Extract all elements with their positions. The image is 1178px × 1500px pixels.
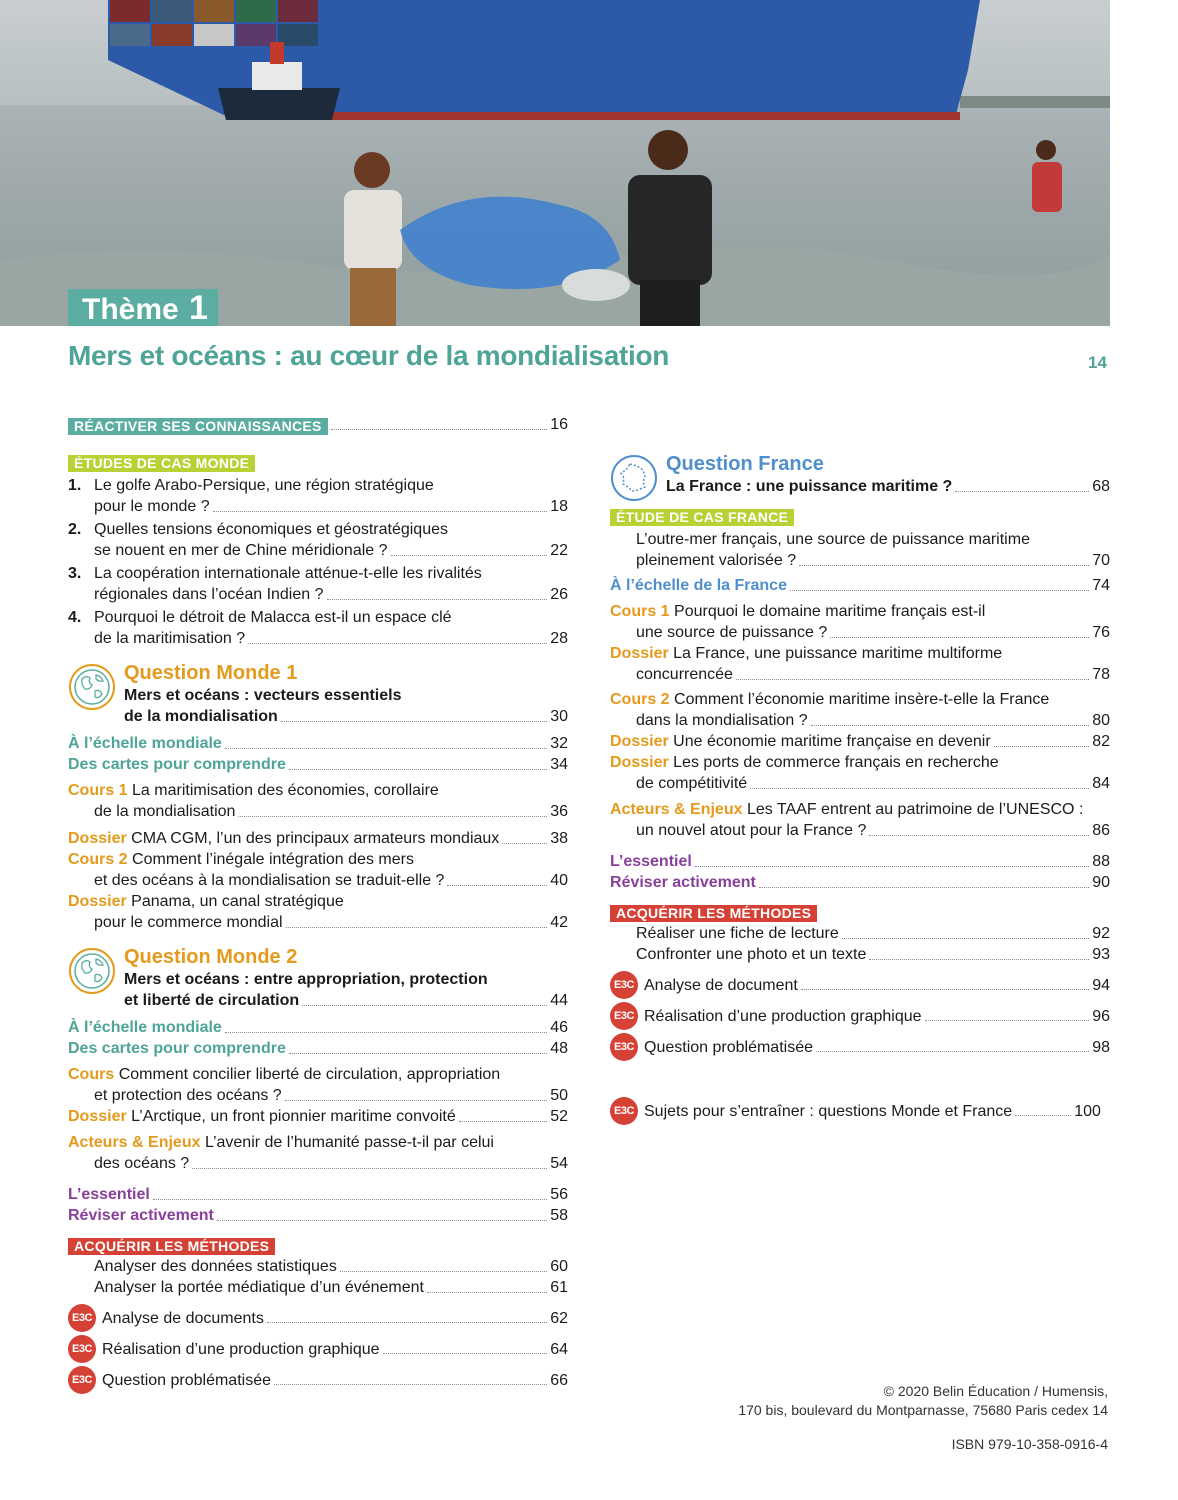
toc-entry-e3c[interactable]: E3C Question problématisée 66 — [68, 1366, 568, 1394]
theme-label: Thème — [82, 293, 179, 326]
toc-entry-dossier-panama[interactable]: Dossier Panama, un canal stratégique pour le commerce mondial 42 — [68, 893, 568, 931]
etude-france-badge: ÉTUDE DE CAS FRANCE — [610, 509, 794, 526]
toc-entry-cartes-2[interactable]: Des cartes pour comprendre 48 — [68, 1040, 568, 1057]
e3c-badge-icon: E3C — [610, 971, 638, 999]
hero-photo-illustration — [0, 0, 1110, 326]
question-monde-2[interactable]: Question Monde 2 Mers et océans : entre appropriation, protection et liberté de circulation 44 — [68, 945, 568, 1011]
toc-entry-acteurs-q2[interactable]: Acteurs & Enjeux L’avenir de l’humanité passe-t-il par celui des océans ? 54 — [68, 1134, 568, 1172]
toc-entry-e3c[interactable]: E3C Analyse de document 94 — [610, 971, 1110, 999]
toc-entry-cours-2[interactable]: Cours 2 Comment l’inégale intégration des mers et des océans à la mondialisation se traduit-elle ? 40 — [68, 851, 568, 889]
toc-entry-cours-2-france[interactable]: Cours 2 Comment l’économie maritime insère-t-elle la France dans la mondialisation ? 80 — [610, 691, 1110, 729]
reactiver-badge: RÉACTIVER SES CONNAISSANCES — [68, 418, 328, 435]
toc-entry-essentiel-left[interactable]: L’essentiel 56 — [68, 1186, 568, 1203]
e3c-badge-icon: E3C — [610, 1097, 638, 1125]
etudes-list — [68, 475, 568, 649]
france-map-icon — [610, 454, 658, 502]
theme-number: 1 — [189, 289, 208, 327]
copyright-line-1: © 2020 Belin Éducation / Humensis, — [883, 1383, 1108, 1399]
copyright — [738, 1382, 1108, 1420]
toc-entry-acteurs-france[interactable]: Acteurs & Enjeux Les TAAF entrent au patrimoine de l’UNESCO : un nouvel atout pour la France ? 86 — [610, 801, 1110, 839]
question-monde-2-title: Question Monde 2 — [124, 946, 298, 968]
toc-entry-methode[interactable]: Analyser la portée médiatique d’un événement 61 — [94, 1279, 568, 1296]
question-monde-1-title: Question Monde 1 — [124, 662, 298, 684]
methodes-badge-left: ACQUÉRIR LES MÉTHODES — [68, 1238, 275, 1255]
methodes-badge-right: ACQUÉRIR LES MÉTHODES — [610, 905, 817, 922]
toc-entry-reviser-right[interactable]: Réviser activement 90 — [610, 874, 1110, 891]
e3c-badge-icon: E3C — [68, 1335, 96, 1363]
question-monde-1[interactable]: Question Monde 1 Mers et océans : vecteurs essentiels de la mondialisation 30 — [68, 661, 568, 727]
toc-entry-cours-1[interactable]: Cours 1 La maritimisation des économies, corollaire de la mondialisation 36 — [68, 782, 568, 820]
toc-entry-e3c[interactable]: E3C Réalisation d’une production graphique 96 — [610, 1002, 1110, 1030]
toc-entry-dossier-cma[interactable]: Dossier CMA CGM, l’un des principaux armateurs mondiaux 38 — [68, 830, 568, 847]
toc-entry-etude-2[interactable]: 2. Quelles tensions économiques et géostratégiques se nouent en mer de Chine méridionale ? 22 — [68, 521, 568, 559]
question-france-title: Question France — [666, 453, 824, 475]
toc-entry-methode[interactable]: Réaliser une fiche de lecture 92 — [636, 925, 1110, 942]
e3c-badge-icon: E3C — [610, 1033, 638, 1061]
toc-entry-dossier-arctique[interactable]: Dossier L’Arctique, un front pionnier maritime convoité 52 — [68, 1108, 568, 1125]
toc-entry-e3c[interactable]: E3C Analyse de documents 62 — [68, 1304, 568, 1332]
globe-icon — [68, 947, 116, 995]
question-france[interactable]: Question France La France : une puissance maritime ? 68 — [610, 452, 1110, 497]
hero-photo — [0, 0, 1110, 326]
theme-tab — [68, 289, 218, 326]
toc-entry-etude-1[interactable]: 1. Le golfe Arabo-Persique, une région stratégique pour le monde ? 18 — [68, 477, 568, 515]
toc-entry-e3c[interactable]: E3C Question problématisée 98 — [610, 1033, 1110, 1061]
toc-entry-cours-1-france[interactable]: Cours 1 Pourquoi le domaine maritime français est-il une source de puissance ? 76 — [610, 603, 1110, 641]
e3c-badge-icon: E3C — [68, 1366, 96, 1394]
toc-entry-reviser-left[interactable]: Réviser activement 58 — [68, 1207, 568, 1224]
isbn: ISBN 979-10-358-0916-4 — [951, 1436, 1108, 1452]
toc-entry-sujets[interactable]: E3C Sujets pour s’entraîner : questions Monde et France 100 — [610, 1097, 1110, 1125]
toc-entry-essentiel-right[interactable]: L’essentiel 88 — [610, 853, 1110, 870]
toc-entry-e3c[interactable]: E3C Réalisation d’une production graphique 64 — [68, 1335, 568, 1363]
toc-entry-echelle-france[interactable]: À l’échelle de la France 74 — [610, 577, 1110, 594]
toc-entry-etude-france[interactable]: L’outre-mer français, une source de puissance maritime pleinement valorisée ? 70 — [636, 531, 1110, 569]
page-title: Mers et océans : au cœur de la mondialisation — [68, 340, 670, 371]
toc-entry-etude-4[interactable]: 4. Pourquoi le détroit de Malacca est-il un espace clé de la maritimisation ? 28 — [68, 609, 568, 647]
e3c-badge-icon: E3C — [68, 1304, 96, 1332]
toc-entry-dossier-france-1[interactable]: Dossier La France, une puissance maritime multiforme concurrencée 78 — [610, 645, 1110, 683]
toc-entry-dossier-france-3[interactable]: Dossier Les ports de commerce français en recherche de compétitivité 84 — [610, 754, 1110, 792]
toc-entry-reactiver[interactable] — [68, 414, 568, 435]
toc-entry-methode[interactable]: Analyser des données statistiques 60 — [94, 1258, 568, 1275]
toc-entry-methode[interactable]: Confronter une photo et un texte 93 — [636, 946, 1110, 963]
toc-right-column — [610, 452, 1110, 1125]
toc-entry-echelle-mondiale-1[interactable]: À l’échelle mondiale 32 — [68, 735, 568, 752]
toc-entry-cartes-1[interactable]: Des cartes pour comprendre 34 — [68, 756, 568, 773]
page-title-number: 14 — [1088, 353, 1107, 372]
toc-entry-cours-q2[interactable]: Cours Comment concilier liberté de circulation, appropriation et protection des océans ? 50 — [68, 1066, 568, 1104]
toc-entry-etude-3[interactable]: 3. La coopération internationale atténue-t-elle les rivalités régionales dans l’océan Indien ? 26 — [68, 565, 568, 603]
toc-left-column — [68, 410, 568, 1394]
copyright-line-2: 170 bis, boulevard du Montparnasse, 75680 Paris cedex 14 — [738, 1402, 1108, 1418]
etudes-badge: ÉTUDES DE CAS MONDE — [68, 455, 255, 472]
toc-entry-dossier-france-2[interactable]: Dossier Une économie maritime française en devenir 82 — [610, 733, 1110, 750]
toc-entry-echelle-mondiale-2[interactable]: À l’échelle mondiale 46 — [68, 1019, 568, 1036]
page-number: 16 — [550, 416, 568, 433]
e3c-badge-icon: E3C — [610, 1002, 638, 1030]
globe-icon — [68, 663, 116, 711]
